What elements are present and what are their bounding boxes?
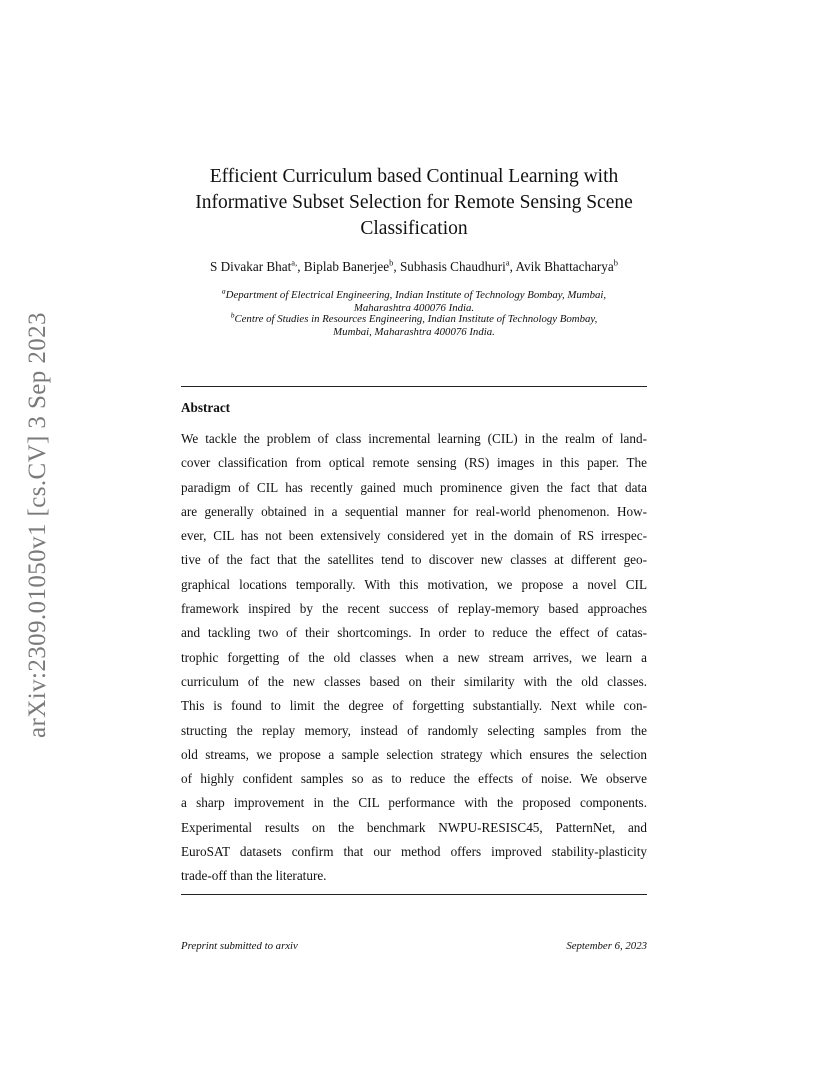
affiliation-mark: a [221, 286, 226, 296]
title-line: Classification [360, 218, 468, 239]
abstract-line: paradigm of CIL has recently gained much prominence given the fact that data [181, 479, 647, 495]
abstract-line: and tackling two of their shortcomings. In order to reduce the effect of catas- [181, 625, 647, 641]
abstract-line: of highly confident samples so as to reduce the effects of noise. We observe [181, 771, 647, 787]
affiliation-line: Maharashtra 400076 India. [353, 302, 475, 314]
paper-title [150, 164, 678, 242]
author-affiliation-mark: a [505, 257, 510, 268]
abstract-line: EuroSAT datasets confirm that our method offers improved stability-plasticity [181, 844, 647, 860]
affiliation-b [180, 310, 648, 339]
footer-preprint-note: Preprint submitted to arxiv [181, 940, 298, 952]
author-affiliation-mark: b [389, 257, 394, 268]
abstract-line: a sharp improvement in the CIL performance with the proposed components. [181, 795, 647, 811]
abstract-line: tive of the fact that the satellites tend to discover new classes at different geo- [181, 552, 647, 568]
abstract-line: curriculum of the new classes based on their similarity with the old classes. [181, 673, 647, 689]
abstract-line: ever, CIL has not been extensively considered yet in the domain of RS irrespec- [181, 528, 647, 544]
title-line: Efficient Curriculum based Continual Learning with [209, 166, 619, 187]
abstract-line: framework inspired by the recent success of replay-memory based approaches [181, 601, 647, 617]
abstract-line: trade-off than the literature. [181, 868, 327, 884]
author-name: Biplab Banerjee [303, 259, 390, 274]
abstract-top-rule [181, 386, 647, 387]
author-name: S Divakar Bhat [209, 259, 292, 274]
arxiv-side-stamp: arXiv:2309.01050v1 [cs.CV] 3 Sep 2023 [24, 312, 51, 738]
abstract-line: are generally obtained in a sequential manner for real-world phenomenon. How- [181, 503, 647, 519]
author-affiliation-mark: b [613, 257, 619, 268]
author-name: Subhasis Chaudhuri [399, 259, 506, 274]
affiliation-line: Department of Electrical Engineering, Indian Institute of Technology Bombay, Mumbai, [225, 289, 607, 301]
abstract-line: trophic forgetting of the old classes when a new stream arrives, we learn a [181, 649, 647, 665]
title-line: Informative Subset Selection for Remote Sensing Scene [195, 192, 633, 213]
abstract-line: structing the replay memory, instead of randomly selecting samples from the [181, 722, 647, 738]
affiliation-mark: b [230, 310, 235, 320]
abstract-line: This is found to limit the degree of forgetting substantially. Next while con- [181, 698, 647, 714]
abstract-bottom-rule [181, 894, 647, 895]
footer-date: September 6, 2023 [566, 940, 647, 952]
abstract-line: cover classification from optical remote sensing (RS) images in this paper. The [181, 455, 647, 471]
abstract-line: We tackle the problem of class incremental learning (CIL) in the realm of land- [181, 431, 647, 446]
abstract-line: Experimental results on the benchmark NWPU-RESISC45, PatternNet, and [181, 819, 647, 835]
affiliation-line: Mumbai, Maharashtra 400076 India. [333, 326, 495, 338]
author-name: Avik Bhattacharya [515, 259, 614, 274]
abstract-body [181, 430, 647, 892]
abstract-heading: Abstract [181, 400, 231, 415]
affiliation-a [180, 286, 648, 315]
affiliation-line: Centre of Studies in Resources Engineering, Indian Institute of Technology Bombay, [234, 313, 598, 325]
author-affiliation-mark: a, [291, 257, 298, 268]
author-list: S Divakar Bhat$^{a,}$, Biplab Banerjee$^b$, Subhasis Chaudhuri$^a$, Avik Bhattacharya$^b$ [209, 257, 619, 274]
abstract-line: old streams, we propose a sample selection strategy which ensures the selection [181, 746, 647, 762]
abstract-line: graphical locations temporally. With this motivation, we propose a novel CIL [181, 576, 647, 592]
